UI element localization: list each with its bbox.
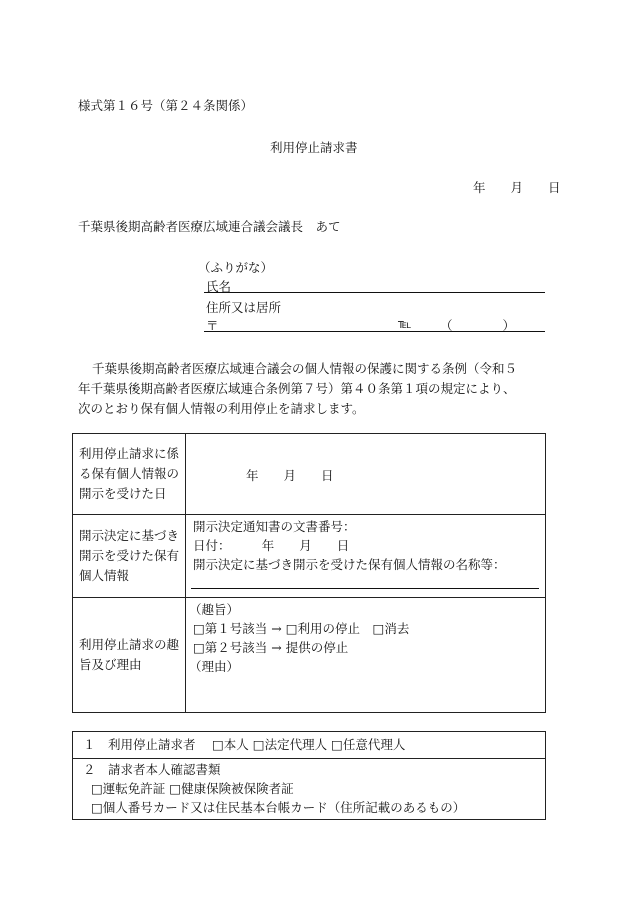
disclosed-info-label: 開示決定に基づき開示を受けた保有個人情報 (79, 528, 180, 583)
info-name-underline (191, 588, 539, 589)
body-line-1: 千葉県後期高齢者医療広域連合議会の個人情報の保護に関する条例（令和５ (92, 361, 518, 376)
table-cell[interactable] (186, 515, 546, 598)
date-line: 年 月 日 (473, 180, 561, 195)
table-row (73, 434, 546, 515)
table-row (73, 759, 546, 820)
body-line-3: 次のとおり保有個人情報の利用停止を請求します。 (78, 401, 365, 416)
furigana-label: （ふりがな） (198, 260, 274, 275)
purpose-option-2[interactable]: □第２号該当 → 提供の停止 (193, 640, 349, 655)
name-underline (204, 292, 545, 293)
tel-paren: （ ） (440, 318, 516, 333)
doc-number-label: 開示決定通知書の文書番号： (193, 519, 356, 534)
id-docs-title: ２ 請求者本人確認書類 (83, 762, 221, 777)
doc-date-label: 日付： 年 月 日 (193, 538, 350, 553)
id-docs-line-1[interactable]: □運転免許証 □健康保険被保険者証 (91, 781, 294, 796)
table-cell (73, 598, 186, 713)
requester-table (72, 731, 546, 820)
reason-heading: （理由） (189, 659, 240, 674)
table-row (73, 515, 546, 598)
body-line-2: 年千葉県後期高齢者医療広域連合条例第７号）第４０条第１項の規定により、 (78, 381, 516, 396)
table-cell[interactable] (186, 434, 546, 515)
table-cell[interactable] (73, 759, 546, 820)
request-details-table (72, 433, 546, 713)
info-name-label: 開示決定に基づき開示を受けた保有個人情報の名称等： (193, 557, 506, 572)
disclosure-date-value: 年 月 日 (246, 468, 334, 483)
table-cell (73, 434, 186, 515)
addressee: 千葉県後期高齢者医療広域連合議会議長 あて (78, 219, 341, 234)
purpose-reason-label: 利用停止請求の趣旨及び理由 (79, 637, 180, 672)
table-cell[interactable] (73, 732, 546, 759)
postal-mark: 〒 (206, 318, 219, 333)
disclosure-date-label: 利用停止請求に係る保有個人情報の開示を受けた日 (79, 446, 180, 501)
tel-mark: ℡ (398, 316, 412, 331)
address-underline (204, 331, 545, 332)
name-label: 氏名 (206, 279, 232, 294)
table-row (73, 732, 546, 759)
table-cell (73, 515, 186, 598)
purpose-option-1[interactable]: □第１号該当 → □利用の停止 □消去 (193, 621, 410, 636)
table-cell[interactable] (186, 598, 546, 713)
purpose-heading: （趣旨） (189, 602, 240, 617)
table-row (73, 598, 546, 713)
requester-type[interactable]: １ 利用停止請求者 □本人 □法定代理人 □任意代理人 (83, 737, 406, 752)
id-docs-line-2[interactable]: □個人番号カード又は住民基本台帳カード（住所記載のあるもの） (91, 800, 466, 815)
form-number: 様式第１６号（第２４条関係） (78, 98, 254, 113)
address-label: 住所又は居所 (206, 300, 282, 315)
form-title: 利用停止請求書 (270, 140, 358, 155)
